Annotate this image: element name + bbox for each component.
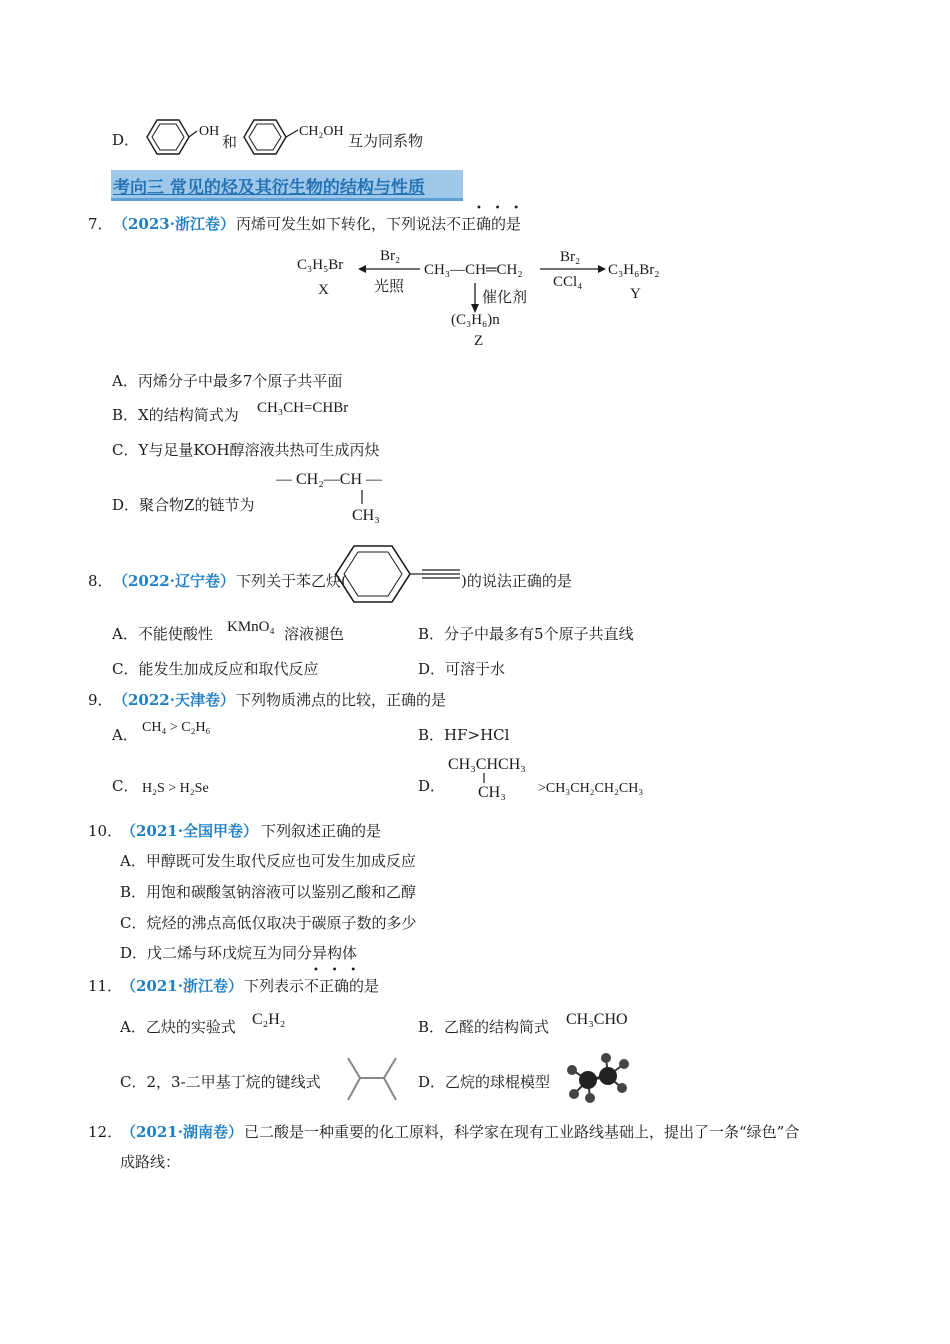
scheme-right-reagent: Br₂ — [560, 249, 581, 265]
q11-option-b-formula: CH₃CHO — [566, 1011, 628, 1028]
q11-option-b: B．乙醛的结构简式 — [418, 1018, 550, 1036]
scheme-x-label: X — [318, 282, 329, 298]
q9-option-c-label: C． — [112, 777, 139, 795]
q6-option-d-label: D． — [112, 131, 140, 149]
q11-stem: 下列表示不正确的是 — [244, 977, 380, 995]
arrow-down-icon — [470, 283, 480, 313]
q7-option-b: B．X的结构简式为 — [112, 406, 239, 424]
q9-option-a-label: A． — [112, 726, 138, 744]
q11-source: （2021·浙江卷） — [121, 977, 243, 995]
arrow-right-icon — [540, 264, 606, 274]
scheme-y-label: Y — [630, 286, 641, 302]
q9-option-d-compare: >CH₃CH₂CH₂CH₃ — [538, 781, 644, 796]
scheme-left-reagent: Br₂ — [380, 248, 401, 264]
q8-source: （2022·辽宁卷） — [113, 572, 235, 590]
q12-number: 12． — [88, 1123, 123, 1141]
phenol-oh-label: OH — [199, 124, 220, 139]
q9-option-b: B．HF>HCl — [418, 726, 510, 744]
q9-number: 9． — [88, 691, 113, 709]
q12-stem-line2: 成路线： — [120, 1153, 181, 1171]
q10-option-a: A．甲醇既可发生取代反应也可发生加成反应 — [120, 852, 416, 870]
scheme-x-formula: C₃H₅Br — [297, 257, 344, 273]
q7-stem: 丙烯可发生如下转化，下列说法不正确的是 — [236, 215, 522, 233]
q8-stem-before: 下列关于苯乙炔( — [236, 572, 347, 590]
q7-chain-branch: CH₃ — [352, 507, 380, 524]
q8-option-a: A．不能使酸性 — [112, 625, 213, 643]
q8-option-a-suffix: 溶液褪色 — [284, 625, 345, 643]
scheme-y-formula: C₃H₆Br₂ — [608, 262, 660, 278]
q10-option-c: C．烷烃的沸点高低仅取决于碳原子数的多少 — [120, 914, 417, 932]
q9-option-d-label: D． — [418, 777, 446, 795]
q10-option-d: D．戊二烯与环戊烷互为同分异构体 — [120, 944, 358, 962]
q9-source: （2022·天津卷） — [113, 691, 235, 709]
emphasis-dots: • • • — [476, 203, 520, 214]
scheme-z-formula: (C₃H₆)n — [451, 312, 500, 328]
q8-stem-after: )的说法正确的是 — [461, 572, 572, 590]
q7-number: 7． — [88, 215, 113, 233]
section-title: 考向三 常见的烃及其衍生物的结构与性质 — [113, 178, 425, 198]
benzyl-ch2oh-label: CH₂OH — [299, 124, 344, 139]
q7-option-c: C．Y与足量KOH醇溶液共热可生成丙炔 — [112, 441, 380, 459]
q10-source: （2021·全国甲卷） — [121, 822, 258, 840]
q11-number: 11． — [88, 977, 123, 995]
q10-number: 10． — [88, 822, 123, 840]
q8-number: 8． — [88, 572, 113, 590]
scheme-left-condition: 光照 — [374, 277, 405, 295]
q12-source: （2021·湖南卷） — [121, 1123, 243, 1141]
q9-stem: 下列物质沸点的比较，正确的是 — [236, 691, 447, 709]
phenylacetylene-structure-icon — [330, 544, 470, 608]
section-banner — [111, 170, 463, 201]
q8-option-b: B．分子中最多有5个原子共直线 — [418, 625, 634, 643]
q6-tail-text: 互为同系物 — [348, 132, 424, 150]
q9-isobutane-bottom: CH₃ — [478, 784, 506, 801]
q11-option-c: C．2，3-二甲基丁烷的键线式 — [120, 1073, 321, 1091]
emphasis-dots: • • • — [313, 965, 357, 976]
q11-option-a-formula: C₂H₂ — [252, 1011, 286, 1028]
q6-and: 和 — [222, 133, 238, 151]
arrow-left-icon — [358, 264, 422, 274]
scheme-right-condition: CCl₄ — [553, 274, 583, 290]
dimethylbutane-skeletal-icon — [342, 1054, 402, 1104]
q10-stem: 下列叙述正确的是 — [261, 822, 382, 840]
q11-option-d: D．乙烷的球棍模型 — [418, 1073, 551, 1091]
q11-option-a: A．乙炔的实验式 — [120, 1018, 236, 1036]
scheme-propene: CH₃—CH═CH₂ — [424, 262, 523, 278]
q10-option-b: B．用饱和碳酸氢钠溶液可以鉴别乙酸和乙醇 — [120, 883, 417, 901]
q9-option-c-formula: H₂S > H₂Se — [142, 781, 209, 796]
ethane-ball-stick-icon — [564, 1050, 632, 1106]
q7-option-a: A．丙烯分子中最多7个原子共平面 — [112, 372, 343, 390]
q7-source: （2023·浙江卷） — [113, 215, 235, 233]
q8-option-d: D．可溶于水 — [418, 660, 506, 678]
q7-option-b-formula: CH₃CH=CHBr — [257, 400, 349, 416]
scheme-z-label: Z — [474, 333, 484, 349]
q7-chain-unit: — CH₂—CH — — [276, 471, 383, 488]
q9-isobutane-top: CH₃CHCH₃ — [448, 756, 526, 773]
q9-option-a-formula: CH₄ > C₂H₆ — [142, 720, 211, 735]
branch-bond-line — [360, 490, 364, 506]
q8-option-a-formula: KMnO₄ — [227, 619, 275, 635]
q7-option-d: D．聚合物Z的链节为 — [112, 496, 255, 514]
scheme-down-condition: 催化剂 — [482, 288, 528, 306]
q12-stem-line1: 已二酸是一种重要的化工原料，科学家在现有工业路线基础上，提出了一条“绿色”合 — [244, 1123, 800, 1141]
q8-option-c: C．能发生加成反应和取代反应 — [112, 660, 319, 678]
